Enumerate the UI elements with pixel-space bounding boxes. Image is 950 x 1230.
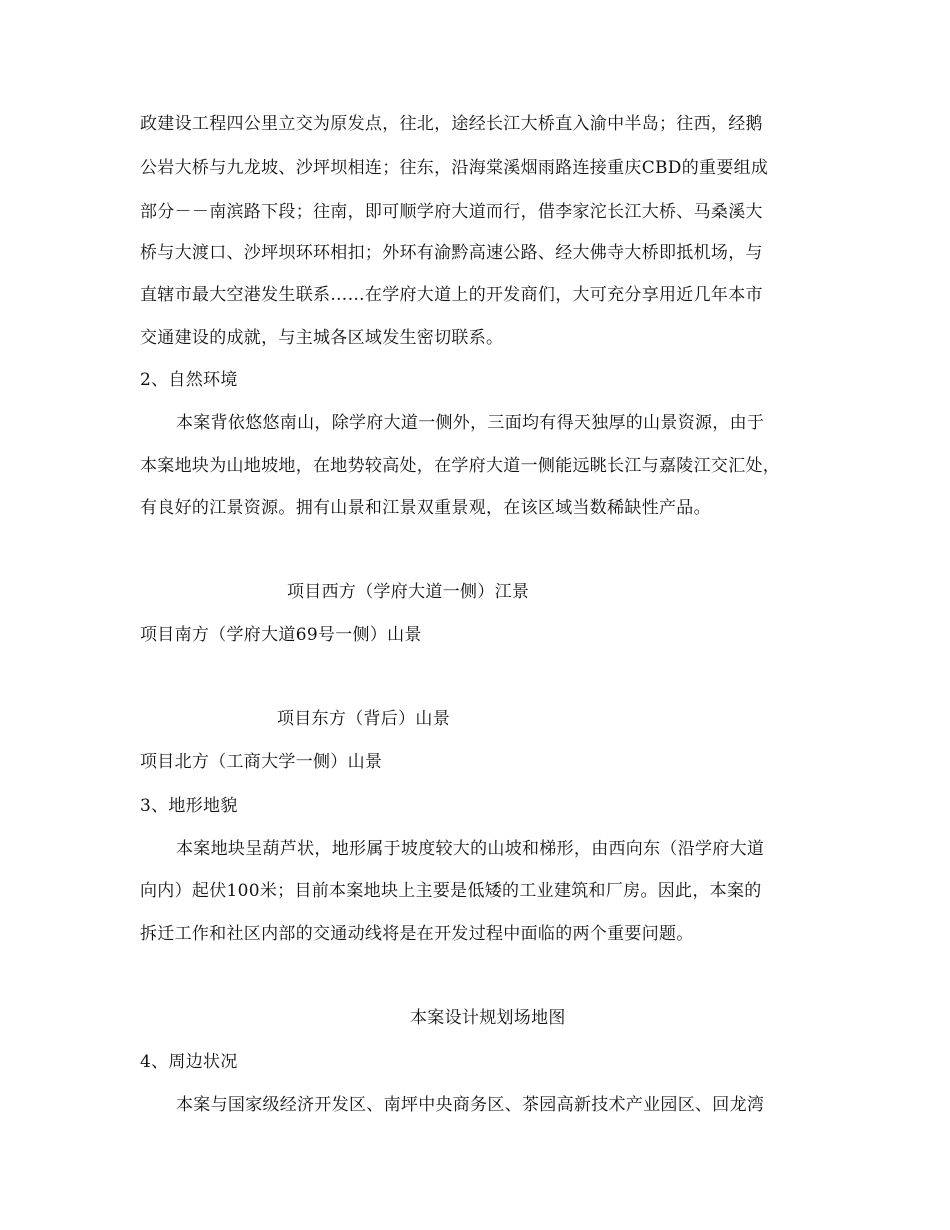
section-heading: 3、地形地貌 [140,796,238,816]
paragraph-line: 本案与国家级经济开发区、南坪中央商务区、茶园高新技术产业园区、回龙湾 [176,1095,765,1115]
image-caption: 项目北方（工商大学一侧）山景 [140,752,383,772]
paragraph-line: 拆迁工作和社区内部的交通动线将是在开发过程中面临的两个重要问题。 [140,924,694,944]
paragraph-line: 向内）起伏100米；目前本案地块上主要是低矮的工业建筑和厂房。因此，本案的 [140,881,762,901]
image-caption: 本案设计规划场地图 [410,1008,566,1028]
paragraph-line: 有良好的江景资源。拥有山景和江景双重景观，在该区域当数稀缺性产品。 [140,498,711,518]
paragraph-line: 交通建设的成就，与主城各区域发生密切联系。 [140,328,504,348]
paragraph-line: 公岩大桥与九龙坡、沙坪坝相连；往东，沿海棠溪烟雨路连接重庆CBD的重要组成 [140,158,769,178]
paragraph-line: 部分－－南滨路下段；往南，即可顺学府大道而行，借李家沱长江大桥、马桑溪大 [140,202,763,222]
section-heading: 2、自然环境 [140,370,238,390]
paragraph-line: 政建设工程四公里立交为原发点，往北，途经长江大桥直入渝中半岛；往西，经鹅 [140,114,763,134]
image-caption: 项目西方（学府大道一侧）江景 [287,582,530,602]
section-heading: 4、周边状况 [140,1052,238,1072]
paragraph-line: 桥与大渡口、沙坪坝环环相扣；外环有渝黔高速公路、经大佛寺大桥即抵机场，与 [140,243,763,263]
paragraph-line: 本案地块呈葫芦状，地形属于坡度较大的山坡和梯形，由西向东（沿学府大道 [176,839,765,859]
image-caption: 项目南方（学府大道69号一侧）山景 [140,625,422,645]
paragraph-line: 直辖市最大空港发生联系……在学府大道上的开发商们，大可充分享用近几年本市 [140,285,763,305]
paragraph-line: 本案背依悠悠南山，除学府大道一侧外，三面均有得天独厚的山景资源，由于 [176,413,765,433]
paragraph-line: 本案地块为山地坡地，在地势较高处，在学府大道一侧能远眺长江与嘉陵江交汇处， [140,456,781,476]
image-caption: 项目东方（背后）山景 [277,709,450,729]
